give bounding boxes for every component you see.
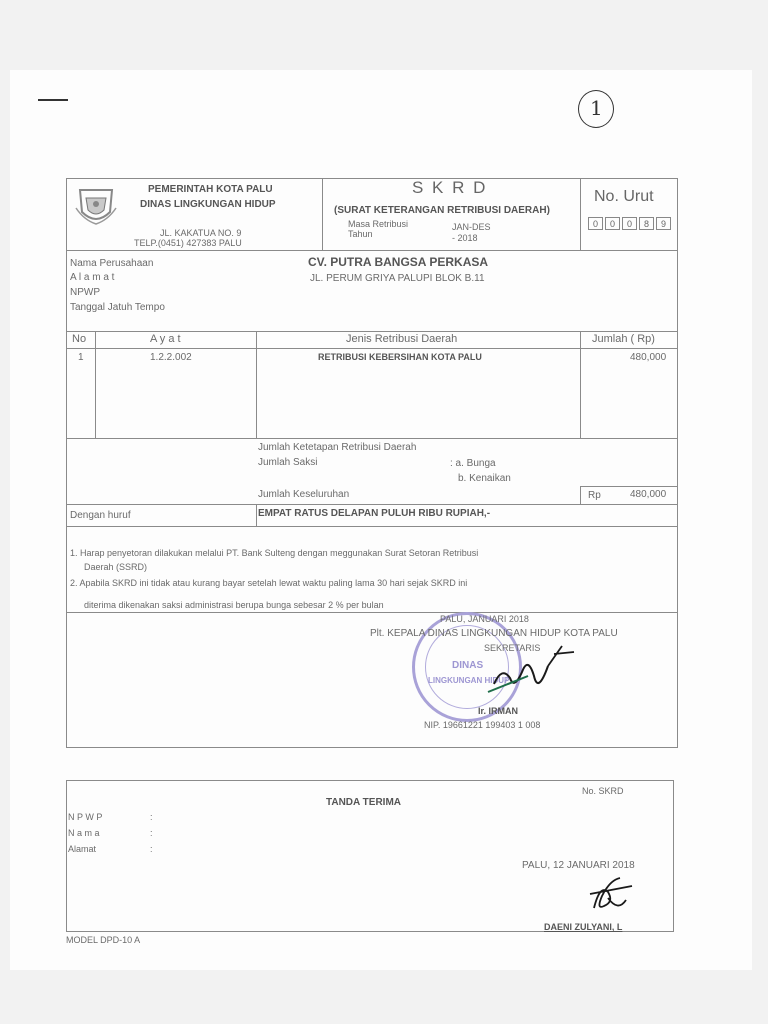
tahun-value: - 2018 [452, 233, 478, 243]
tahun-label: Tahun [348, 229, 373, 239]
sum-bunga: : a. Bunga [450, 458, 496, 469]
row-jumlah: 480,000 [630, 352, 667, 363]
total-amount: 480,000 [630, 489, 667, 500]
no-urut-digit: 8 [639, 217, 654, 230]
sign-nip: NIP. 19661221 199403 1 008 [424, 720, 541, 730]
city-crest-logo [74, 186, 118, 228]
huruf-divider [256, 504, 257, 526]
note-1-line-2: Daerah (SSRD) [84, 562, 148, 572]
gov-line-1: PEMERINTAH KOTA PALU [148, 184, 273, 195]
frame-right-border [677, 178, 678, 748]
no-urut-digit: 0 [622, 217, 637, 230]
huruf-label: Dengan huruf [70, 510, 131, 521]
no-urut-digit: 0 [605, 217, 620, 230]
note-1-line-1: 1. Harap penyetoran dilakukan melalui PT. Bank Sulteng dengan meggunakan Surat Setoran Retribusi [70, 548, 479, 558]
total-cell-top [580, 486, 678, 487]
stamp-text-lingkungan: LINGKUNGAN HIDUP [428, 676, 510, 685]
receipt-nama-colon: : [150, 828, 153, 838]
col-divider-ayat [256, 331, 257, 439]
huruf-value: EMPAT RATUS DELAPAN PULUH RIBU RUPIAH,- [258, 508, 491, 519]
sum-kenaikan: b. Kenaikan [458, 473, 511, 484]
doc-title: S K R D [412, 178, 488, 197]
row-jenis: RETRIBUSI KEBERSIHAN KOTA PALU [318, 352, 482, 362]
label-npwp: NPWP [70, 287, 100, 298]
gov-line-2: DINAS LINGKUNGAN HIDUP [140, 199, 276, 210]
col-header-jumlah: Jumlah ( Rp) [592, 333, 655, 345]
label-nama-perusahaan: Nama Perusahaan [70, 258, 154, 269]
notes-bottom-border [66, 612, 678, 613]
masa-retribusi-value: JAN-DES [452, 222, 491, 232]
note-2-line-2: diterima dikenakan saksi administrasi berupa bunga sebesar 2 % per bulan [84, 600, 384, 610]
company-name: CV. PUTRA BANGSA PERKASA [308, 255, 489, 269]
masa-retribusi-label: Masa Retribusi [348, 219, 409, 229]
row-no: 1 [78, 352, 84, 363]
receiver-name: DAENI ZULYANI, L [544, 922, 623, 932]
col-divider-no [95, 331, 96, 439]
header-divider-1 [322, 178, 323, 250]
label-tanggal-jatuh-tempo: Tanggal Jatuh Tempo [70, 302, 165, 313]
col-divider-jenis [580, 331, 581, 439]
doc-subtitle: (SURAT KETERANGAN RETRIBUSI DAERAH) [334, 205, 550, 216]
stamp-text-dinas: DINAS [452, 660, 484, 671]
receipt-npwp-label: N P W P [68, 812, 103, 822]
total-currency: Rp [588, 490, 601, 501]
receipt-left-border [66, 780, 67, 932]
total-cell-left [580, 486, 581, 504]
no-urut-digit: 0 [588, 217, 603, 230]
frame-bottom-border [66, 747, 678, 748]
table-top-border [66, 331, 678, 332]
receipt-title: TANDA TERIMA [326, 797, 401, 808]
sign-place-date: PALU, JANUARI 2018 [440, 614, 529, 624]
receipt-nama-label: N a m a [68, 828, 100, 838]
pen-dash-mark [38, 99, 68, 101]
gov-address: JL. KAKATUA NO. 9 [160, 228, 242, 238]
receipt-top-border [66, 780, 674, 781]
company-address: JL. PERUM GRIYA PALUPI BLOK B.11 [310, 273, 485, 284]
receipt-alamat-colon: : [150, 844, 153, 854]
col-header-jenis: Jenis Retribusi Daerah [346, 333, 458, 345]
summary-bottom-border [66, 504, 678, 505]
frame-left-border [66, 178, 67, 748]
sign-sekretaris: SEKRETARIS [484, 643, 541, 653]
col-header-no: No [72, 333, 87, 345]
col-header-ayat: A y a t [150, 333, 181, 345]
receiver-signature [586, 872, 636, 916]
receipt-right-border [673, 780, 674, 932]
note-2-line-1: 2. Apabila SKRD ini tidak atau kurang bayar setelah lewat waktu paling lama 30 hari sejak SKRD ini [70, 578, 468, 588]
sum-ketetapan: Jumlah Ketetapan Retribusi Daerah [258, 442, 417, 453]
sum-keseluruhan: Jumlah Keseluruhan [258, 489, 350, 500]
sign-name: Ir. IRMAN [478, 706, 519, 716]
huruf-bottom-border [66, 526, 678, 527]
receipt-alamat-label: Alamat [68, 844, 97, 854]
row-ayat: 1.2.2.002 [150, 352, 192, 363]
table-header-border [66, 348, 678, 349]
model-code: MODEL DPD-10 A [66, 935, 141, 945]
sign-role: Plt. KEPALA DINAS LINGKUNGAN HIDUP KOTA PALU [370, 628, 618, 639]
official-signature [484, 636, 580, 706]
header-bottom-border [66, 250, 678, 251]
receipt-npwp-colon: : [150, 812, 153, 822]
sum-saksi: Jumlah Saksi [258, 457, 318, 468]
receipt-no-skrd: No. SKRD [582, 786, 624, 796]
no-urut-digit: 9 [656, 217, 671, 230]
gov-telp: TELP.(0451) 427383 PALU [134, 238, 242, 248]
header-top-border [66, 178, 678, 179]
header-divider-2 [580, 178, 581, 250]
label-alamat: A l a m a t [70, 272, 115, 283]
table-body-bottom [66, 438, 678, 439]
no-urut-label: No. Urut [594, 188, 654, 205]
receipt-date: PALU, 12 JANUARI 2018 [522, 860, 635, 871]
page-number-mark: 1 [590, 96, 603, 120]
